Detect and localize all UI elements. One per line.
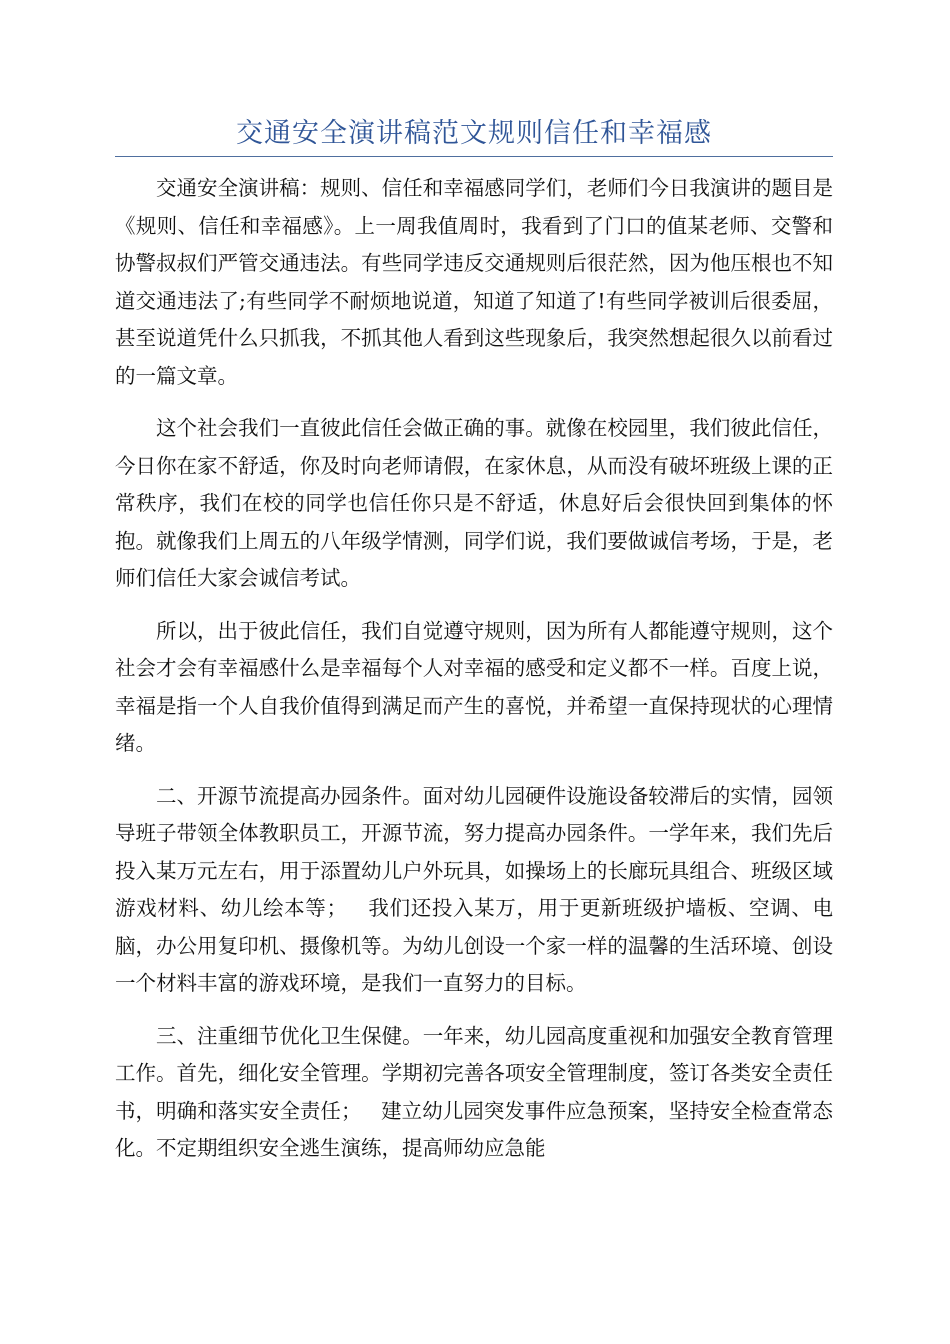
paragraph-1: 交通安全演讲稿：规则、信任和幸福感同学们，老师们今日我演讲的题目是《规则、信任和幸福感》。上一周我值周时，我看到了门口的值某老师、交警和协警叔叔们严管交通违法。有些同学违反交通规则后很茫然，因为他压根也不知道交通违法了;有些同学不耐烦地说道，知道了知道了!有些同学被训后很委屈，甚至说道凭什么只抓我，不抓其他人看到这些现象后，我突然想起很久以前看过的一篇文章。 bbox=[115, 176, 833, 388]
paragraph-3: 所以，出于彼此信任，我们自觉遵守规则，因为所有人都能遵守规则，这个社会才会有幸福感什么是幸福每个人对幸福的感受和定义都不一样。百度上说，幸福是指一个人自我价值得到满足而产生的喜悦，并希望一直保持现状的心理情绪。 bbox=[115, 618, 833, 755]
document-body bbox=[115, 170, 833, 1183]
document-title: 交通安全演讲稿范文规则信任和幸福感 bbox=[236, 118, 712, 149]
paragraph-2: 这个社会我们一直彼此信任会做正确的事。就像在校园里，我们彼此信任，今日你在家不舒适，你及时向老师请假，在家休息，从而没有破坏班级上课的正常秩序，我们在校的同学也信任你只是不舒适，休息好后会很快回到集体的怀抱。就像我们上周五的八年级学情测，同学们说，我们要做诚信考场，于是，老师们信任大家会诚信考试。 bbox=[115, 416, 833, 590]
title-area bbox=[115, 112, 833, 157]
paragraph-4: 二、开源节流提高办园条件。面对幼儿园硬件设施设备较滞后的实情，园领导班子带领全体教职员工，开源节流，努力提高办园条件。一学年来，我们先后投入某万元左右，用于添置幼儿户外玩具，如操场上的长廊玩具组合、班级区域游戏材料、幼儿绘本等； 我们还投入某万，用于更新班级护墙板、空调、电脑，办公用复印机、摄像机等。为幼儿创设一个家一样的温馨的生活环境、创设一个材料丰富的游戏环境，是我们一直努力的目标。 bbox=[115, 783, 833, 995]
paragraph-5: 三、注重细节优化卫生保健。一年来，幼儿园高度重视和加强安全教育管理工作。首先，细化安全管理。学期初完善各项安全管理制度，签订各类安全责任书，明确和落实安全责任； 建立幼儿园突发事件应急预案，坚持安全检查常态化。不定期组织安全逃生演练，提高师幼应急能 bbox=[115, 1023, 833, 1160]
